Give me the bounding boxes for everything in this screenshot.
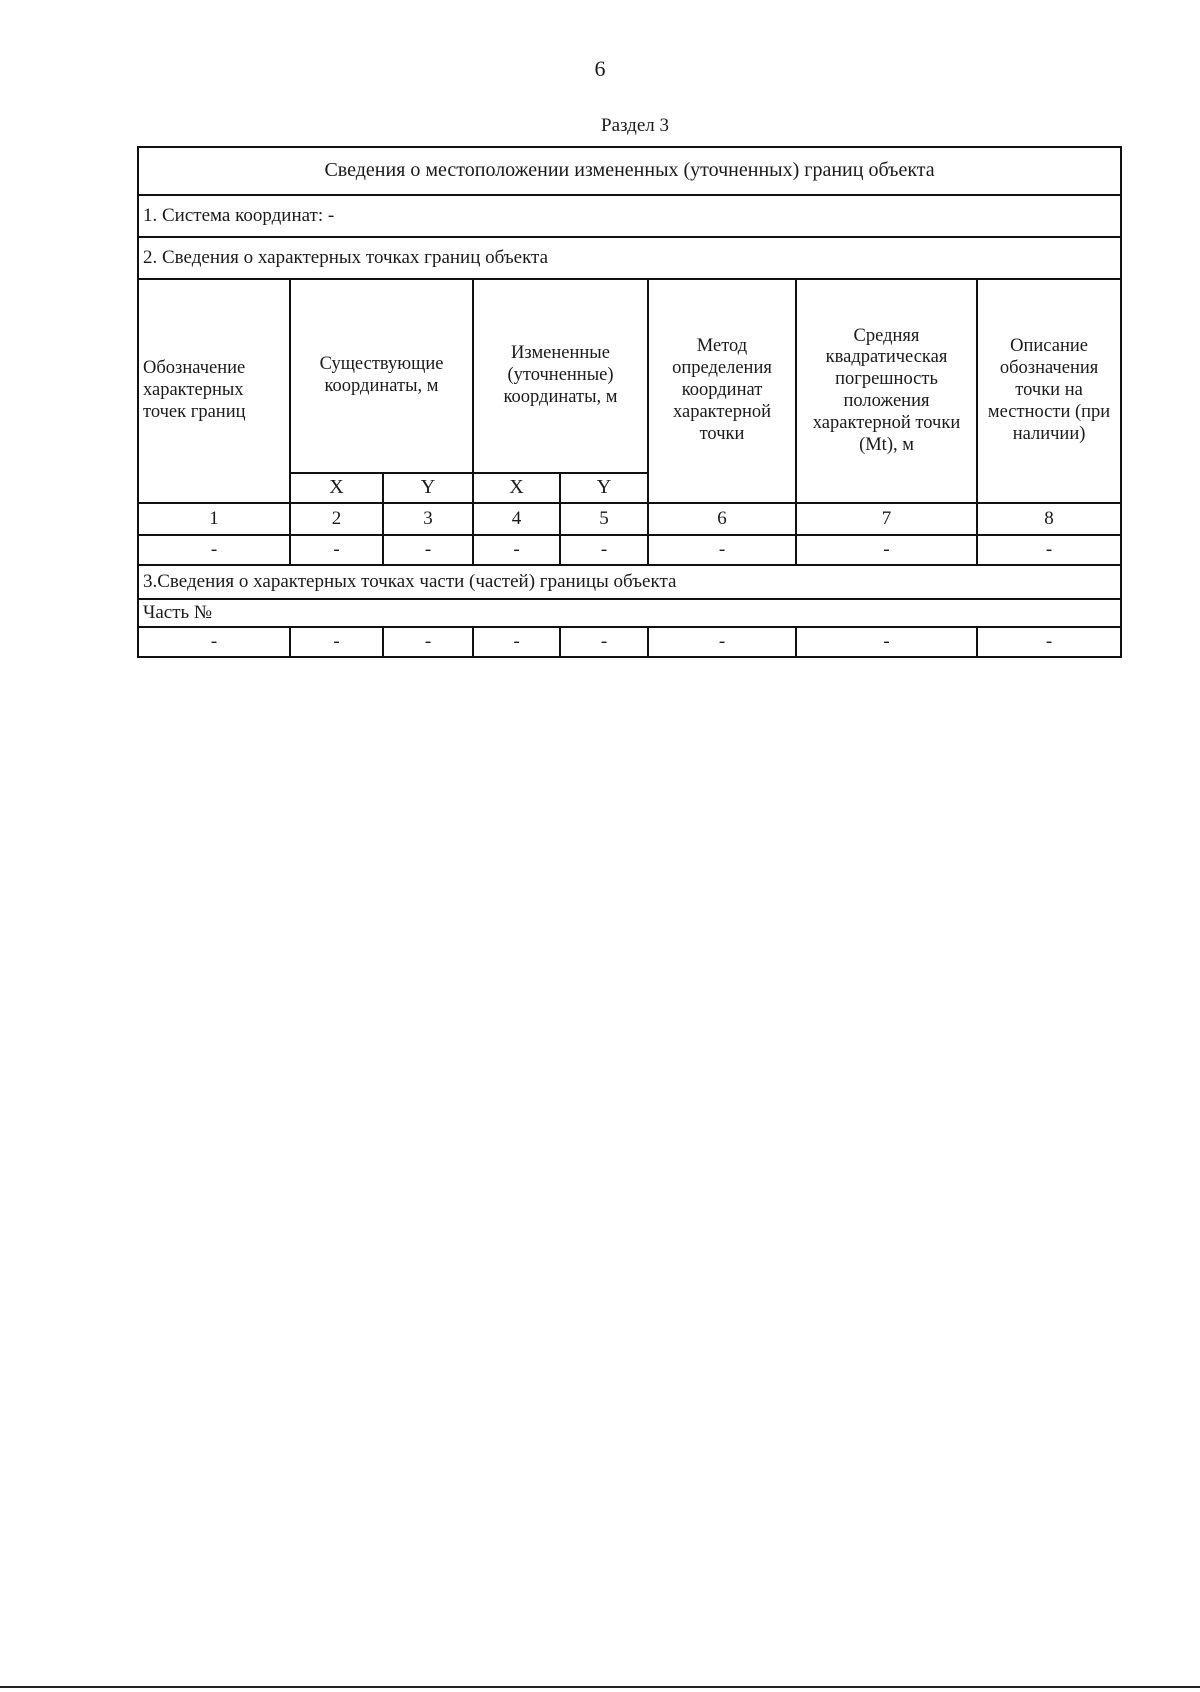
parts-heading: 3.Сведения о характерных точках части (частей) границы объекта [138,565,1121,599]
table-cell: - [648,627,796,657]
header-row [138,279,1121,473]
header-existing-coordinates: Существующие координаты, м [290,279,473,473]
table-cell: - [473,535,560,565]
table-cell: - [138,535,290,565]
table-cell: - [383,535,473,565]
bottom-rule [0,1686,1200,1688]
table-row [138,535,1121,565]
table-row [138,627,1121,657]
coordinate-system-row [138,195,1121,237]
column-number: 7 [796,503,977,535]
section-label: Раздел 3 [601,115,669,136]
column-number: 5 [560,503,648,535]
table-cell: - [977,627,1121,657]
parts-heading-row [138,565,1121,599]
header-changed-y: Y [560,473,648,503]
column-number: 2 [290,503,383,535]
header-changed-coordinates: Измененные (уточненные) координаты, м [473,279,648,473]
table-cell: - [138,627,290,657]
header-description: Описание обозначения точки на местности (при наличии) [977,279,1121,503]
header-changed-x: X [473,473,560,503]
table-cell: - [977,535,1121,565]
table-cell: - [796,535,977,565]
column-number: 4 [473,503,560,535]
header-designation: Обозначение характерных точек границ [138,279,290,503]
table-cell: - [473,627,560,657]
header-existing-x: X [290,473,383,503]
table-cell: - [290,535,383,565]
table-title-row [138,147,1121,195]
table-cell: - [560,627,648,657]
table-cell: - [290,627,383,657]
table-cell: - [383,627,473,657]
part-label: Часть № [138,599,1121,627]
table-cell: - [560,535,648,565]
header-method: Метод определения координат характерной точки [648,279,796,503]
column-number: 3 [383,503,473,535]
table-cell: - [648,535,796,565]
points-heading-row [138,237,1121,279]
points-heading: 2. Сведения о характерных точках границ объекта [138,237,1121,279]
part-label-row [138,599,1121,627]
header-error: Средняя квадратическая погрешность положения характерной точки (Mt), м [796,279,977,503]
column-number: 8 [977,503,1121,535]
page-number: 6 [594,56,606,81]
table-cell: - [796,627,977,657]
table-title: Сведения о местоположении измененных (уточненных) границ объекта [138,147,1121,195]
column-number-row [138,503,1121,535]
header-existing-y: Y [383,473,473,503]
boundary-points-table [137,146,1122,658]
coordinate-system: 1. Система координат: - [138,195,1121,237]
column-number: 1 [138,503,290,535]
column-number: 6 [648,503,796,535]
